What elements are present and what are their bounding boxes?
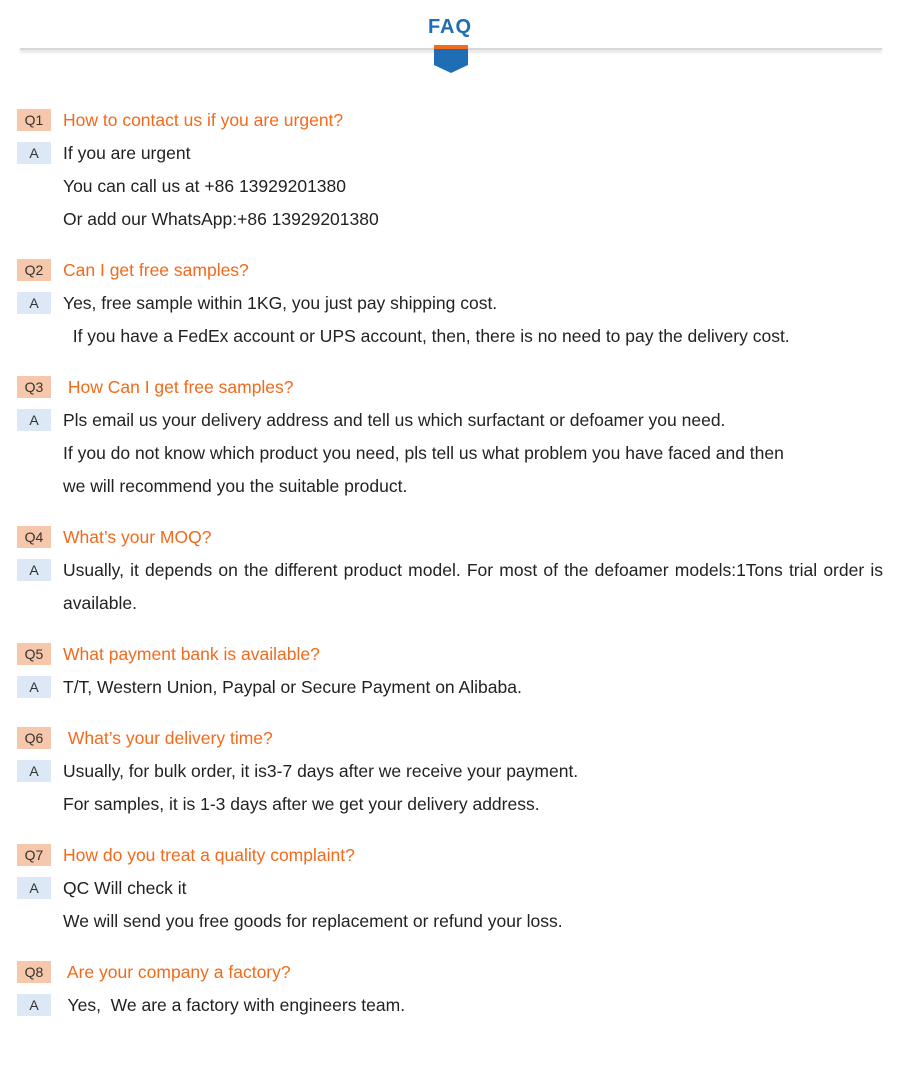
answer-row xyxy=(17,755,883,821)
answer-text xyxy=(63,404,883,503)
answer-tag: A xyxy=(17,292,51,314)
question-tag: Q4 xyxy=(17,526,51,548)
question-tag: Q3 xyxy=(17,376,51,398)
faq-item xyxy=(17,956,883,1022)
question-text: How Can I get free samples? xyxy=(63,377,294,397)
faq-item xyxy=(17,722,883,821)
question-tag: Q8 xyxy=(17,961,51,983)
answer-row xyxy=(17,872,883,938)
answer-line: You can call us at +86 13929201380 xyxy=(63,176,346,196)
answer-line: Yes, free sample within 1KG, you just pay shipping cost. xyxy=(63,293,498,313)
answer-tag: A xyxy=(17,994,51,1016)
answer-line: Pls email us your delivery address and tell us which surfactant or defoamer you need. xyxy=(63,410,726,430)
answer-line: We will send you free goods for replacement or refund your loss. xyxy=(63,911,563,931)
question-row xyxy=(17,956,883,989)
question-text: Are your company a factory? xyxy=(63,962,291,982)
bookmark-badge-icon xyxy=(434,45,468,75)
answer-text xyxy=(63,554,883,620)
answer-row xyxy=(17,287,883,353)
answer-text xyxy=(63,137,883,236)
question-text: What’s your MOQ? xyxy=(63,527,212,547)
answer-tag: A xyxy=(17,676,51,698)
question-tag: Q7 xyxy=(17,844,51,866)
faq-item xyxy=(17,254,883,353)
question-row xyxy=(17,638,883,671)
answer-line: T/T, Western Union, Paypal or Secure Payment on Alibaba. xyxy=(63,677,522,697)
question-text: How do you treat a quality complaint? xyxy=(63,845,355,865)
answer-text xyxy=(63,755,883,821)
question-row xyxy=(17,254,883,287)
answer-line: QC Will check it xyxy=(63,878,187,898)
faq-header xyxy=(0,0,900,80)
answer-line: Or add our WhatsApp:+86 13929201380 xyxy=(63,209,379,229)
answer-tag: A xyxy=(17,409,51,431)
answer-line: we will recommend you the suitable product. xyxy=(63,476,408,496)
answer-line: For samples, it is 1-3 days after we get your delivery address. xyxy=(63,794,540,814)
question-row xyxy=(17,521,883,554)
faq-item xyxy=(17,521,883,620)
answer-line: Yes, We are a factory with engineers team. xyxy=(63,995,406,1015)
question-tag: Q1 xyxy=(17,109,51,131)
question-row xyxy=(17,722,883,755)
answer-row xyxy=(17,137,883,236)
question-row xyxy=(17,371,883,404)
answer-line: Usually, for bulk order, it is3-7 days after we receive your payment. xyxy=(63,761,579,781)
answer-line: If you are urgent xyxy=(63,143,191,163)
answer-tag: A xyxy=(17,142,51,164)
answer-tag: A xyxy=(17,877,51,899)
answer-tag: A xyxy=(17,559,51,581)
question-text: Can I get free samples? xyxy=(63,260,249,280)
answer-line: If you do not know which product you need, pls tell us what problem you have faced and then xyxy=(63,443,784,463)
question-text: How to contact us if you are urgent? xyxy=(63,110,344,130)
answer-row xyxy=(17,989,883,1022)
answer-text xyxy=(63,287,883,353)
faq-item xyxy=(17,104,883,236)
answer-row xyxy=(17,671,883,704)
question-text: What’s your delivery time? xyxy=(63,728,273,748)
answer-text xyxy=(63,671,883,704)
answer-text xyxy=(63,989,883,1022)
question-text: What payment bank is available? xyxy=(63,644,320,664)
page-title: FAQ xyxy=(427,16,473,38)
question-tag: Q2 xyxy=(17,259,51,281)
question-tag: Q5 xyxy=(17,643,51,665)
answer-row xyxy=(17,554,883,620)
answer-line: If you have a FedEx account or UPS account, then, there is no need to pay the delivery cost. xyxy=(63,326,790,346)
answer-tag: A xyxy=(17,760,51,782)
question-tag: Q6 xyxy=(17,727,51,749)
faq-item xyxy=(17,839,883,938)
faq-item xyxy=(17,638,883,704)
answer-row xyxy=(17,404,883,503)
answer-text xyxy=(63,872,883,938)
faq-list xyxy=(17,104,883,1040)
question-row xyxy=(17,839,883,872)
question-row xyxy=(17,104,883,137)
answer-line: Usually, it depends on the different product model. For most of the defoamer models:1Tons trial order is available. xyxy=(63,560,883,613)
faq-item xyxy=(17,371,883,503)
